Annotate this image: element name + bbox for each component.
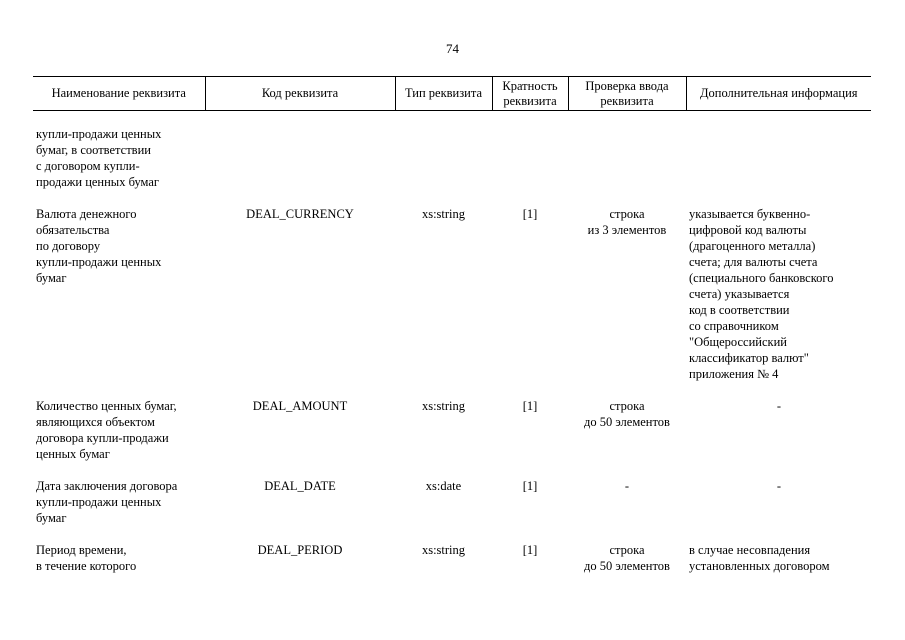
table-row: [33, 542, 871, 574]
cell-check: [568, 398, 686, 462]
cell-name: [33, 398, 205, 462]
cell-name-line: купли-продажи ценных: [36, 255, 162, 269]
cell-name-line: Количество ценных бумаг,: [36, 399, 177, 413]
cell-name: [33, 126, 205, 190]
page-number: 74: [446, 41, 459, 56]
cell-multiplicity: [1]: [522, 479, 538, 493]
cell-info: [686, 398, 871, 462]
cell-info-line: приложения № 4: [689, 367, 779, 381]
cell-info: [686, 206, 871, 382]
cell-name-line: Период времени,: [36, 543, 127, 557]
header-check: Проверка ввода реквизита: [568, 77, 686, 111]
cell-name-line: бумаг: [36, 271, 67, 285]
cell-info-line: "Общероссийский: [689, 335, 787, 349]
header-multiplicity: Кратность реквизита: [492, 77, 568, 111]
cell-code: [205, 126, 395, 190]
cell-name-line: продажи ценных бумаг: [36, 175, 160, 189]
cell-info: [686, 478, 871, 526]
cell-info-line: установленных договором: [689, 559, 830, 573]
row-spacer: [33, 526, 871, 542]
cell-check: [568, 126, 686, 190]
cell-check-line: -: [624, 479, 630, 493]
cell-name-line: бумаг: [36, 511, 67, 525]
table-header-row: [33, 77, 871, 111]
cell-name: [33, 542, 205, 574]
cell-multiplicity: [1]: [522, 399, 538, 413]
cell-name-line: в течение которого: [36, 559, 137, 573]
row-spacer: [33, 462, 871, 478]
cell-type: xs:string: [421, 207, 466, 221]
table-body: [33, 111, 871, 575]
header-name: Наименование реквизита: [33, 77, 205, 111]
cell-name-line: обязательства: [36, 223, 110, 237]
cell-check-line: строка: [609, 399, 645, 413]
cell-name-line: купли-продажи ценных: [36, 495, 162, 509]
cell-info-line: счета) указывается: [689, 287, 790, 301]
row-spacer: [33, 190, 871, 206]
cell-name-line: по договору: [36, 239, 101, 253]
cell-info-line: код в соответствии: [689, 303, 790, 317]
cell-info-line: -: [776, 479, 782, 493]
cell-name-line: с договором купли-: [36, 159, 140, 173]
cell-name-line: Дата заключения договора: [36, 479, 178, 493]
cell-code: DEAL_DATE: [264, 479, 336, 493]
cell-info-line: (драгоценного металла): [689, 239, 816, 253]
row-spacer: [33, 382, 871, 398]
cell-type: [395, 126, 492, 190]
cell-multiplicity: [1]: [522, 207, 538, 221]
cell-name: [33, 206, 205, 382]
cell-type: xs:string: [421, 543, 466, 557]
requisites-table: [33, 76, 871, 574]
table-row: [33, 206, 871, 382]
cell-multiplicity: [1]: [522, 543, 538, 557]
table-row: [33, 478, 871, 526]
cell-info-line: указывается буквенно-: [689, 207, 811, 221]
cell-check-line: из 3 элементов: [587, 223, 667, 237]
table-row: [33, 398, 871, 462]
header-code: Код реквизита: [205, 77, 395, 111]
cell-type: xs:date: [425, 479, 462, 493]
cell-name-line: ценных бумаг: [36, 447, 110, 461]
cell-check: [568, 206, 686, 382]
row-spacer: [33, 111, 871, 127]
cell-code: DEAL_PERIOD: [257, 543, 343, 557]
cell-info-line: -: [776, 399, 782, 413]
cell-info: [686, 542, 871, 574]
cell-check-line: до 50 элементов: [584, 415, 670, 429]
cell-name-line: бумаг, в соответствии: [36, 143, 151, 157]
cell-info-line: (специального банковского: [689, 271, 834, 285]
cell-type: xs:string: [421, 399, 466, 413]
cell-name-line: договора купли-продажи: [36, 431, 169, 445]
cell-check: [568, 478, 686, 526]
cell-check-line: до 50 элементов: [584, 559, 670, 573]
cell-info-line: классификатор валют": [689, 351, 809, 365]
cell-info: [686, 126, 871, 190]
cell-check-line: строка: [609, 543, 645, 557]
header-info: Дополнительная информация: [686, 77, 871, 111]
cell-code: DEAL_AMOUNT: [252, 399, 348, 413]
cell-info-line: цифровой код валюты: [689, 223, 807, 237]
table-row: [33, 126, 871, 190]
cell-info-line: со справочником: [689, 319, 779, 333]
cell-info-line: счета; для валюты счета: [689, 255, 818, 269]
cell-check: [568, 542, 686, 574]
cell-name-line: купли-продажи ценных: [36, 127, 162, 141]
cell-name-line: Валюта денежного: [36, 207, 137, 221]
cell-code: DEAL_CURRENCY: [246, 207, 354, 221]
cell-info-line: в случае несовпадения: [689, 543, 811, 557]
cell-check-line: строка: [609, 207, 645, 221]
header-type: Тип реквизита: [395, 77, 492, 111]
cell-multiplicity: [492, 126, 568, 190]
cell-name: [33, 478, 205, 526]
cell-name-line: являющихся объектом: [36, 415, 155, 429]
